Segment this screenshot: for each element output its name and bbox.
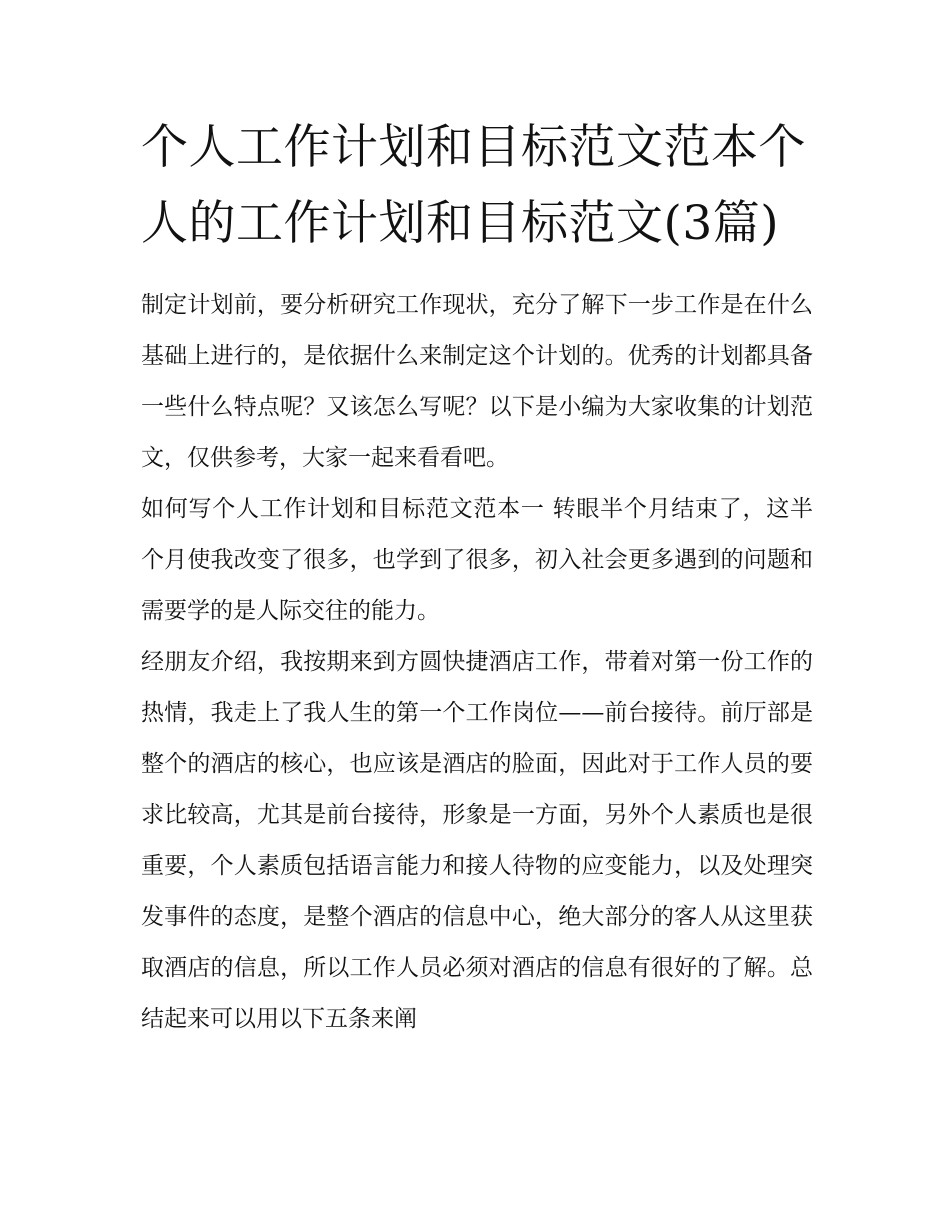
paragraph-intro: 制定计划前，要分析研究工作现状，充分了解下一步工作是在什么基础上进行的，是依据什么来制定这个计划的。优秀的计划都具备一些什么特点呢？又该怎么写呢？以下是小编为大家收集的计划范文，仅供参考，大家一起来看看吧。	[141, 292, 813, 471]
document-body	[141, 280, 813, 1045]
document-title: 个人工作计划和目标范文范本个人的工作计划和目标范文(3篇)	[141, 120, 806, 251]
paragraph-sample-one: 如何写个人工作计划和目标范文范本一 转眼半个月结束了，这半个月使我改变了很多，也学到了很多，初入社会更多遇到的问题和需要学的是人际交往的能力。	[141, 496, 813, 624]
paragraph-hotel-work: 经朋友介绍，我按期来到方圆快捷酒店工作，带着对第一份工作的热情，我走上了我人生的第一个工作岗位——前台接待。前厅部是整个的酒店的核心，也应该是酒店的脸面，因此对于工作人员的要求比较高，尤其是前台接待，形象是一方面，另外个人素质也是很重要，个人素质包括语言能力和接人待物的应变能力，以及处理突发事件的态度，是整个酒店的信息中心，绝大部分的客人从这里获取酒店的信息，所以工作人员必须对酒店的信息有很好的了解。总结起来可以用以下五条来阐	[141, 649, 813, 1032]
document-page	[141, 110, 813, 1045]
